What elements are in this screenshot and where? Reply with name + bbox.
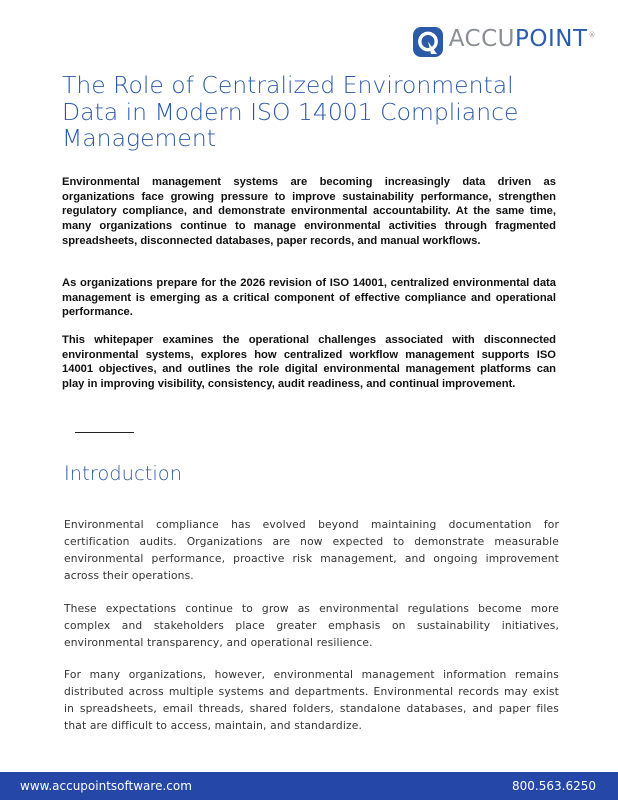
page-footer xyxy=(0,772,618,800)
registered-mark: ® xyxy=(588,31,596,39)
body-paragraph: These expectations continue to grow as environmental regulations become more complex and stakeholders place greater emphasis on sustainability initiatives, environmental transparency, and operational resilience. xyxy=(64,602,559,650)
section-heading-introduction: Introduction xyxy=(64,462,183,485)
footer-website-link[interactable]: www.accupointsoftware.com xyxy=(20,779,192,793)
brand-logo xyxy=(413,24,596,59)
lead-paragraph: Environmental management systems are becoming increasingly data driven as organizations face growing pressure to improve sustainability performance, strengthen regulatory compliance, and demonstrate environmental accountability. At the same time, many organizations continue to manage environmental activities through fragmented spreadsheets, disconnected databases, paper records, and manual workflows. xyxy=(62,176,556,247)
brand-name-part1: ACCU xyxy=(448,26,515,52)
lead-paragraph: This whitepaper examines the operational challenges associated with disconnected environmental systems, explores how centralized workflow management supports ISO 14001 objectives, and outlines the role digital environmental management platforms can play in improving visibility, consistency, audit readiness, and continual improvement. xyxy=(62,334,556,391)
document-title: The Role of Centralized Environmental Data in Modern ISO 14001 Compliance Management xyxy=(62,71,519,152)
body-paragraph: Environmental compliance has evolved beyond maintaining documentation for certification audits. Organizations are now expected to demonstrate measurable environmental performance, proactive risk management, and ongoing improvement across their operations. xyxy=(64,518,559,583)
brand-wordmark xyxy=(449,24,596,59)
body-paragraph: For many organizations, however, environmental management information remains distributed across multiple systems and departments. Environmental records may exist in spreadsheets, email threads, shared folders, standalone databases, and paper files that are difficult to access, maintain, and standardize. xyxy=(64,668,559,733)
section-divider xyxy=(75,432,134,433)
brand-name-part2: POINT xyxy=(514,26,588,52)
accupoint-logo-icon xyxy=(413,27,443,57)
lead-paragraph: As organizations prepare for the 2026 revision of ISO 14001, centralized environmental data management is emerging as a critical component of effective compliance and operational performance. xyxy=(62,277,556,319)
footer-phone: 800.563.6250 xyxy=(512,779,596,793)
